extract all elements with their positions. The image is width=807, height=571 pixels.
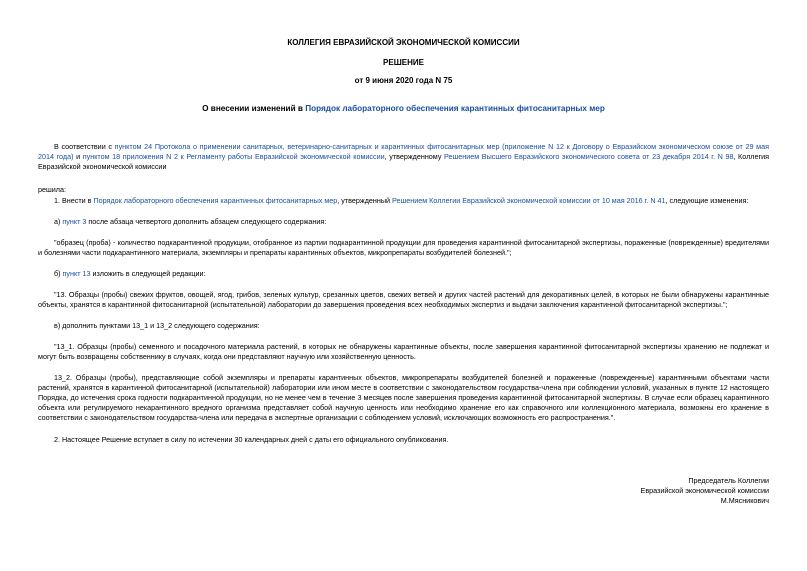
- intro-text-4: , Коллегия Евразийской экономической комиссии: [38, 152, 769, 171]
- item1-text-1: 1. Внести в: [54, 196, 94, 205]
- item-a-text-1: а): [54, 217, 63, 226]
- decided-text: решила:: [38, 185, 66, 194]
- quote-c2-text: 13_2. Образцы (пробы), представляющие собой экземпляры и препараты карантинных объектов, микропрепараты возбудителей болезней и пораженные (поврежденные) карантинными объектами части растений, хранятся в карантинной фитосанитарной (испытательной) лаборатории или ином месте в соответствии с законодательством государства-члена при соблюдении условий, указанных в пункте 12 настоящего Порядка, до истечения срока годности подкарантинной продукции, но не менее чем в течение 3 месяцев после завершения проведения карантинной фитосанитарной экспертизы. В случае если образец карантинного объекта или регулируемого некарантинного вредного организма представляет собой научную ценность или необходимо хранение его как справочного или коллекционного материала, возможны его хранение в соответствии с законодательством государства-члена или передача в экспертные организации с соблюдением условий, исключающих возможность его распространения.".: [38, 373, 769, 422]
- item-2-text: 2. Настоящее Решение вступает в силу по истечении 30 календарных дней с даты его официального опубликования.: [54, 435, 449, 444]
- link-punkt-13[interactable]: пункт 13: [62, 269, 91, 278]
- title-link[interactable]: Порядок лабораторного обеспечения карантинных фитосанитарных мер: [305, 104, 605, 113]
- quote-b: [38, 290, 769, 310]
- link-reglament-p18[interactable]: пунктом 18 приложения N 2 к Регламенту работы Евразийской экономической комиссии: [82, 152, 385, 161]
- quote-a: [38, 238, 769, 258]
- quote-c2: [38, 373, 769, 423]
- item-2: [38, 435, 769, 445]
- signature-block: [469, 476, 769, 506]
- quote-c1: [38, 342, 769, 362]
- quote-a-text: "образец (проба) - количество подкарантинной продукции, отобранное из партии подкарантинной продукции для проведения карантинной фитосанитарной экспертизы, пораженные (поврежденные) вредителями и болезнями части подкарантинного материала, экземпляры и препараты карантинных объектов, микропрепараты возбудителей болезней.";: [38, 238, 769, 257]
- org-heading: КОЛЛЕГИЯ ЕВРАЗИЙСКОЙ ЭКОНОМИЧЕСКОЙ КОМИССИИ: [287, 38, 520, 47]
- document-title: [38, 104, 769, 114]
- item-a: [38, 217, 769, 227]
- intro-text-3: , утвержденному: [384, 152, 445, 161]
- item-a-text-2: после абзаца четвертого дополнить абзацем следующего содержания:: [86, 217, 327, 226]
- item-b: [38, 269, 769, 279]
- date-line: от 9 июня 2020 года N 75: [354, 76, 453, 85]
- intro-text-1: В соответствии с: [54, 142, 115, 151]
- item1-text-2: , утвержденный: [337, 196, 393, 205]
- quote-c1-text: "13_1. Образцы (пробы) семенного и посадочного материала растений, в которых не обнаружены карантинные объекты, после завершения карантинной фитосанитарной экспертизы хранению не подлежат и могут быть возвращены собственнику в случаях, когда они представляют научную или хозяйственную ценность.: [38, 342, 769, 361]
- item-b-text-1: б): [54, 269, 63, 278]
- item-c: [38, 321, 769, 331]
- intro-paragraph: [38, 142, 769, 172]
- link-punkt-3[interactable]: пункт 3: [62, 217, 87, 226]
- link-board-decision-41[interactable]: Решением Коллегии Евразийской экономической комиссии от 10 мая 2016 г. N 41: [392, 196, 666, 205]
- item-c-text: в) дополнить пунктами 13_1 и 13_2 следующего содержания:: [54, 321, 260, 330]
- link-protocol-p24[interactable]: пунктом 24 Протокола о применении санитарных, ветеринарно-санитарных и карантинных фитосанитарных мер (приложение N 12 к Договору о Евразийском экономическом союзе от 29 мая 2014 года): [38, 142, 769, 161]
- signature-name: М.Мясникович: [720, 496, 769, 505]
- doc-type-heading: РЕШЕНИЕ: [383, 58, 424, 67]
- link-poryadok[interactable]: Порядок лабораторного обеспечения карантинных фитосанитарных мер: [93, 196, 338, 205]
- decided-label: [38, 185, 769, 195]
- quote-b-text: "13. Образцы (пробы) свежих фруктов, овощей, ягод, грибов, зеленых культур, срезанных цветов, свежих ветвей и других частей растений для декоративных целей, в которых не были обнаружены карантинные объекты, хранятся в карантинной фитосанитарной (испытательной) лаборатории до завершения проведения всех необходимых экспертиз и выдачи заключения карантинной фитосанитарной экспертизы.";: [38, 290, 769, 309]
- item-b-text-2: изложить в следующей редакции:: [90, 269, 206, 278]
- signature-org: Евразийской экономической комиссии: [640, 486, 769, 495]
- signature-title: Председатель Коллегии: [688, 476, 769, 485]
- link-council-decision-98[interactable]: Решением Высшего Евразийского экономического совета от 23 декабря 2014 г. N 98: [444, 152, 734, 161]
- item1-text-3: , следующие изменения:: [665, 196, 749, 205]
- intro-text-2: и: [73, 152, 83, 161]
- item-1: [38, 196, 769, 206]
- title-prefix: О внесении изменений в: [202, 104, 306, 113]
